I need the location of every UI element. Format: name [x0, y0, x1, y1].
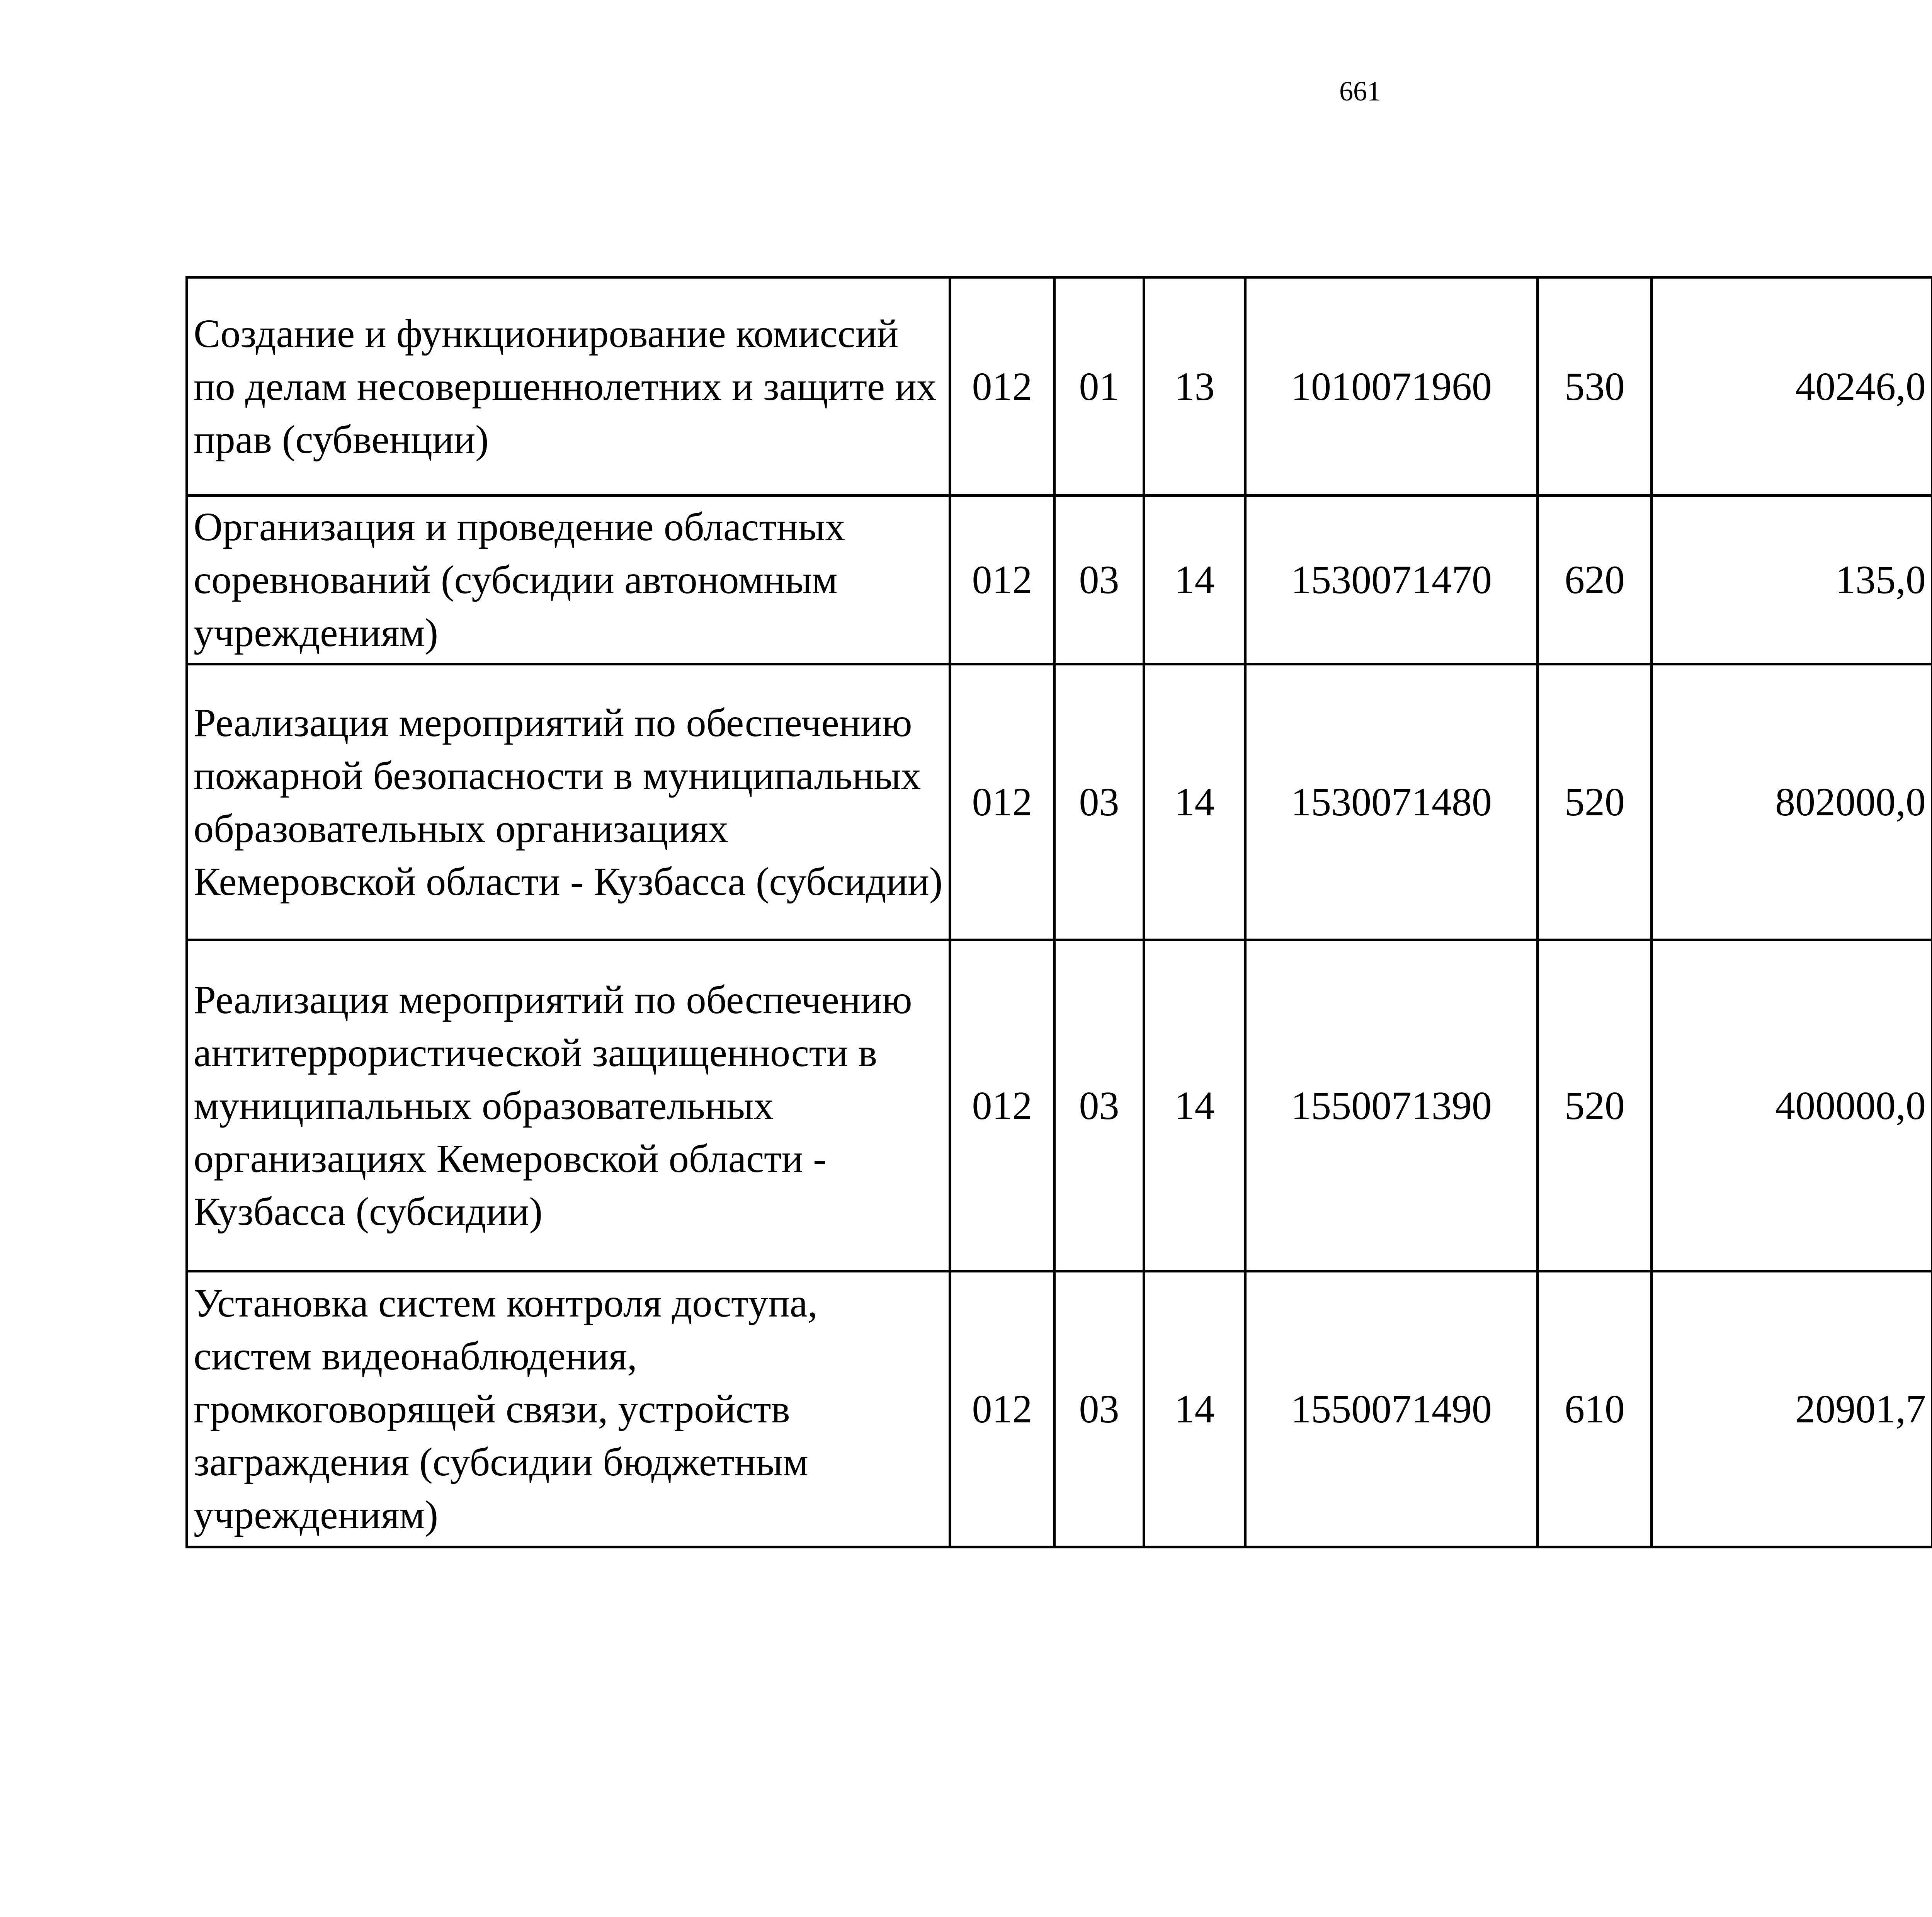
expense-type-cell: 520: [1538, 940, 1652, 1271]
target-article-cell: 1550071490: [1245, 1271, 1538, 1547]
amount-1-cell: 40246,0: [1652, 277, 1932, 496]
subsection-code-cell: 14: [1144, 1271, 1245, 1547]
ministry-code-cell: 012: [950, 277, 1054, 496]
table-row: [187, 1271, 1932, 1547]
subsection-code-cell: 14: [1144, 496, 1245, 664]
section-code-cell: 03: [1054, 664, 1144, 940]
subsection-code-cell: 14: [1144, 664, 1245, 940]
expense-type-cell: 530: [1538, 277, 1652, 496]
subsection-code-cell: 14: [1144, 940, 1245, 1271]
table-row: [187, 277, 1932, 496]
amount-1-cell: 20901,7: [1652, 1271, 1932, 1547]
expense-name-cell: Установка систем контроля доступа, систем видеонаблюдения, громкоговорящей связи, устройств заграждения (субсидии бюджетным учреждениям): [187, 1271, 950, 1547]
page-number: 661: [1339, 76, 1381, 107]
subsection-code-cell: 13: [1144, 277, 1245, 496]
section-code-cell: 03: [1054, 940, 1144, 1271]
target-article-cell: 1550071390: [1245, 940, 1538, 1271]
table-row: [187, 496, 1932, 664]
expense-type-cell: 610: [1538, 1271, 1652, 1547]
ministry-code-cell: 012: [950, 496, 1054, 664]
table-row: [187, 940, 1932, 1271]
target-article-cell: 1010071960: [1245, 277, 1538, 496]
amount-1-cell: 135,0: [1652, 496, 1932, 664]
budget-table: [185, 276, 1932, 1548]
ministry-code-cell: 012: [950, 664, 1054, 940]
expense-type-cell: 520: [1538, 664, 1652, 940]
amount-1-cell: 802000,0: [1652, 664, 1932, 940]
section-code-cell: 01: [1054, 277, 1144, 496]
expense-name-cell: Создание и функционирование комиссий по делам несовершеннолетних и защите их прав (субвенции): [187, 277, 950, 496]
expense-name-cell: Организация и проведение областных соревнований (субсидии автономным учреждениям): [187, 496, 950, 664]
target-article-cell: 1530071470: [1245, 496, 1538, 664]
expense-name-cell: Реализация мероприятий по обеспечению антитеррористической защищенности в муниципальных образовательных организациях Кемеровской области - Кузбасса (субсидии): [187, 940, 950, 1271]
section-code-cell: 03: [1054, 1271, 1144, 1547]
expense-type-cell: 620: [1538, 496, 1652, 664]
ministry-code-cell: 012: [950, 940, 1054, 1271]
target-article-cell: 1530071480: [1245, 664, 1538, 940]
expense-name-cell: Реализация мероприятий по обеспечению пожарной безопасности в муниципальных образовательных организациях Кемеровской области - Кузбасса (субсидии): [187, 664, 950, 940]
amount-1-cell: 400000,0: [1652, 940, 1932, 1271]
section-code-cell: 03: [1054, 496, 1144, 664]
ministry-code-cell: 012: [950, 1271, 1054, 1547]
table-row: [187, 664, 1932, 940]
